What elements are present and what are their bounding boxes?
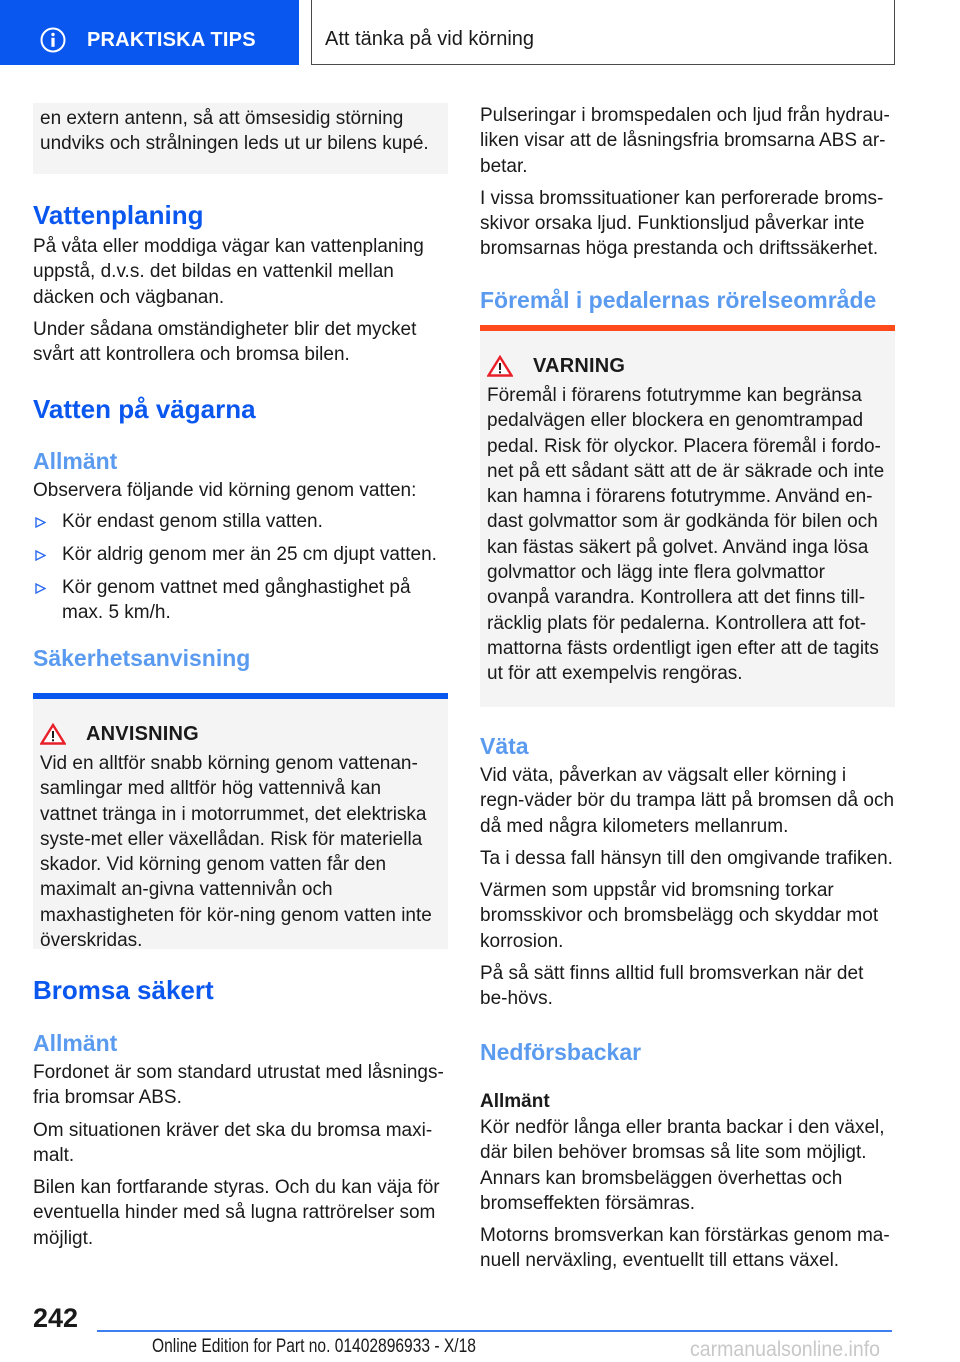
paragraph: På så sätt finns alltid full bromsverkan när det be-hövs.: [480, 963, 864, 1010]
paragraph: Vid väta, påverkan av vägsalt eller körning i regn-väder bör du trampa lätt på bromsen då och då med några kilometers mellanrum.: [480, 765, 895, 837]
edition-text: Online Edition for Part no. 01402896933 - X/18: [152, 1336, 476, 1357]
heading-vata: Väta: [480, 733, 529, 759]
heading-foremal: Föremål i pedalernas rörelseområde: [480, 287, 877, 313]
paragraph: Fordonet är som standard utrustat med låsnings-fria bromsar ABS.: [33, 1062, 444, 1109]
paragraph: I vissa bromssituationer kan perforerade broms-skivor orsaka ljud. Funktionsljud påverkar inte bromsarnas höga prestanda och driftssäkerhet.: [480, 187, 884, 260]
section-vatten: [33, 393, 448, 673]
paragraph: Motorns bromsverkan kan förstärkas genom ma-nuell nerväxling, eventuellt till ettans växel.: [480, 1225, 890, 1272]
paragraph: Under sådana omständigheter blir det mycket svårt att kontrollera och bromsa bilen.: [33, 318, 417, 366]
subheading-allmant: Allmänt: [33, 1030, 118, 1056]
paragraph: Pulseringar i bromspedalen och ljud från hydrau-liken visar att de låsningsfria bromsarna ABS ar-betar.: [480, 105, 890, 177]
list-item: Kör endast genom stilla vatten.: [33, 509, 448, 534]
footer-divider: [97, 1330, 892, 1332]
triangle-bullet-icon: [35, 517, 46, 528]
paragraph: Bilen kan fortfarande styras. Och du kan väja för eventuella hinder med så lugna rattrörelser som möjligt.: [33, 1177, 440, 1249]
list-item: Kör aldrig genom mer än 25 cm djupt vatten.: [33, 542, 448, 567]
intro-box: [33, 103, 448, 174]
warning-triangle-icon: [487, 355, 513, 377]
section-label: PRAKTISKA TIPS: [87, 29, 256, 51]
watermark: carmanualsonline.info: [690, 1338, 880, 1361]
notice-anvisning: [33, 693, 448, 952]
notice-text: Föremål i förarens fotutrymme kan begränsa pedalvägen eller blockera en genomtrampad pedal. Risk för olyckor. Placera föremål i fordo-net på ett sådant sätt att de är säkrade och inte kan hamna i förarens fotutrymme. Använd en-dast golvmattor som är godkända för bilen och kan fästas säkert på golvet. Använd inga lösa golvmattor och lägg inte flera golvmattor ovanpå varandra. Kontrollera att det finns till-räcklig plats för pedalerna. Kontrollera att fot-mattorna fästs ordentligt igen efter att de tagits ut för att exempelvis rengöras.: [487, 385, 885, 685]
triangle-bullet-icon: [35, 583, 46, 594]
section-tab: [0, 0, 299, 65]
heading-nedforsbackar: Nedförsbackar: [480, 1039, 642, 1065]
warning-triangle-icon: [40, 723, 66, 745]
paragraph: Kör nedför långa eller branta backar i den växel, där bilen behöver bromsas så lite som möjligt. Annars kan bromsbeläggen överhettas och bromseffekten försämras.: [480, 1117, 885, 1214]
bullet-list: [33, 509, 448, 625]
paragraph: Värmen som uppstår vid bromsning torkar bromsskivor och bromsbelägg och skyddar mot korrosion.: [480, 880, 879, 952]
paragraph: Om situationen kräver det ska du bromsa maxi-malt.: [33, 1119, 433, 1166]
section-abs: [480, 103, 895, 262]
heading-vatten-pa-vagarna: Vatten på vägarna: [33, 394, 256, 424]
notice-title: ANVISNING: [86, 722, 199, 745]
paragraph: Observera följande vid körning genom vatten:: [33, 480, 417, 501]
heading-bromsa-sakert: Bromsa säkert: [33, 975, 214, 1005]
subheading-sakerhetsanvisning: Säkerhetsanvisning: [33, 645, 251, 672]
notice-title: VARNING: [533, 354, 626, 377]
section-bromsa: [33, 974, 448, 1251]
notice-text: Vid en alltför snabb körning genom vattenan-samlingar med alltför hög vattennivå kan vattnet tränga in i motorrummet, det elektriska syste-met eller växellådan. Risk för materiella skador. Vid körning genom vatten får den maximalt an-givna vattennivån och maxhastigheten för kör-ning genom vatten inte överskridas.: [40, 753, 432, 952]
page-title: Att tänka på vid körning: [311, 0, 895, 65]
triangle-bullet-icon: [35, 550, 46, 561]
section-nedfors: [480, 1037, 895, 1274]
section-vata: [480, 731, 895, 1012]
page-number: 242: [33, 1303, 79, 1333]
list-item: Kör genom vattnet med gånghastighet på max. 5 km/h.: [33, 575, 448, 626]
subheading-allmant: Allmänt: [480, 1091, 550, 1112]
section-foremal: [480, 285, 895, 315]
subheading-allmant: Allmänt: [33, 448, 118, 474]
paragraph: På våta eller moddiga vägar kan vattenplaning uppstå, d.v.s. det bildas en vattenkil mellan däcken och vägbanan.: [33, 236, 424, 308]
notice-varning: [480, 325, 895, 707]
heading-vattenplaning: Vattenplaning: [33, 200, 204, 230]
intro-text: en extern antenn, så att ömsesidig störning undviks och strålningen leds ut ur bilens kupé.: [40, 108, 429, 155]
info-circle-icon: [40, 27, 66, 53]
paragraph: Ta i dessa fall hänsyn till den omgivande trafiken.: [480, 847, 893, 869]
section-vattenplaning: [33, 199, 448, 367]
